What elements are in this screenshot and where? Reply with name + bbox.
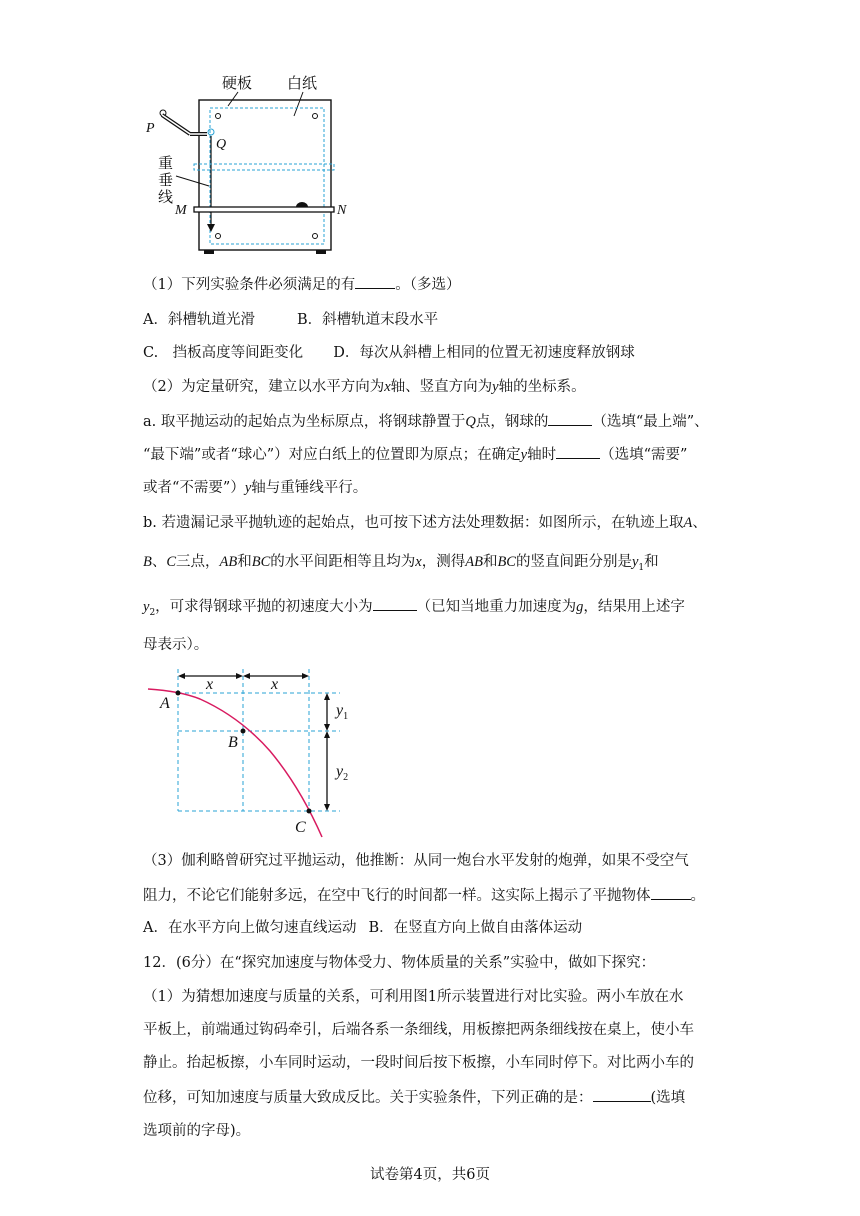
white-paper — [210, 108, 324, 244]
q12-line1 — [143, 987, 683, 1007]
q2a-line1 — [143, 411, 709, 432]
q2b-line1 — [143, 513, 707, 533]
label-Q: Q — [216, 137, 227, 152]
trajectory-curve — [148, 689, 322, 837]
q1-option-d: D．每次从斜槽上相同的位置无初速度释放钢球 — [333, 345, 635, 361]
q3-line1 — [143, 851, 689, 871]
trajectory-figure — [140, 665, 370, 845]
x-arrow-left-head-r — [236, 673, 243, 679]
q2b-and-2: 和 — [482, 554, 498, 570]
q2a-text-4: “最下端”或者“球心”）对应白纸上的位置即为原点；在确定 — [143, 447, 521, 463]
q12-text-2: 平板上，前端通过钩码牵引，后端各系一条细线，用板擦把两条细线按在桌上，使小车 — [143, 1022, 694, 1038]
q12-text-6: 选项前的字母)。 — [143, 1123, 251, 1139]
q2b-text-3: 的水平间距相等且均为 — [270, 554, 416, 570]
x-arrow-right-head-r — [302, 673, 309, 679]
label-y2 — [334, 763, 348, 783]
ball-at-q — [208, 129, 214, 135]
q2b-text-7: （已知当地重力加速度为 — [416, 599, 577, 615]
q12-head — [143, 953, 655, 973]
label-A: A — [160, 695, 170, 712]
q2b-text-8: ，结果用上述字 — [583, 599, 685, 615]
label-y2-main: y — [336, 763, 344, 780]
q2a-y-2: y — [244, 480, 252, 496]
q12-answer-blank[interactable] — [593, 1087, 651, 1102]
baffle-MN — [194, 207, 334, 212]
q2b-g: g — [576, 599, 584, 615]
label-plumb-3: 线 — [158, 190, 174, 206]
q2-y: y — [492, 379, 499, 395]
x-arrow-right-head-l — [243, 673, 250, 679]
q2b-BC: BC — [251, 554, 271, 570]
q3-answer-blank[interactable] — [651, 885, 691, 900]
q2b-y2-sub: 2 — [149, 607, 156, 618]
q2a-Q: Q — [465, 414, 476, 430]
q2a-text-1: a. 取平抛运动的起始点为坐标原点，将钢球静置于 — [143, 414, 466, 430]
q3-option-b: B．在竖直方向上做自由落体运动 — [368, 920, 583, 936]
q2b-y1-sub: 1 — [638, 562, 645, 573]
label-plumb-1: 重 — [158, 156, 174, 172]
pin-bottom-right — [313, 234, 318, 239]
q2a-line3 — [143, 478, 367, 498]
q1-stem-tail: 。（多选） — [395, 277, 461, 293]
q2b-x: x — [415, 554, 422, 570]
plumb-bob — [207, 224, 215, 232]
apparatus-figure — [140, 68, 350, 258]
q12-head-text: 12．(6分）在“探究加速度与物体受力、物体质量的关系”实验中，做如下探究： — [143, 955, 656, 971]
y2-arrow-head-b — [324, 804, 330, 811]
point-A — [176, 691, 181, 696]
q2b-sep-1: 、 — [692, 515, 707, 531]
q2-x: x — [384, 379, 391, 395]
q1-option-c: C. 挡板高度等间距变化 — [143, 345, 304, 361]
label-C: C — [295, 819, 306, 836]
q3-text-2: 阻力，不论它们能射多远，在空中飞行的时间都一样。这实际上揭示了平抛物体 — [143, 888, 651, 904]
q3-text-1: （3）伽利略曾研究过平抛运动，他推断：从同一炮台水平发射的炮弹，如果不受空气 — [143, 853, 689, 869]
plumb-leader — [176, 176, 209, 186]
label-M: M — [175, 203, 187, 218]
foot-right — [316, 250, 326, 254]
q2-stem-tail: 轴的坐标系。 — [498, 379, 586, 395]
q2b-line4 — [143, 635, 208, 655]
y1-arrow-head-b — [324, 724, 330, 731]
q2a-line2 — [143, 444, 687, 465]
label-y2-sub: 2 — [343, 772, 349, 783]
paper-leader — [294, 92, 303, 116]
q1-option-b: B．斜槽轨道末段水平 — [296, 312, 439, 328]
q3-text-3: 。 — [690, 888, 705, 904]
q2b-text-9: 母表示）。 — [143, 637, 209, 653]
q2b-AB-2: AB — [465, 554, 483, 570]
q2b-sep-2: 、 — [151, 554, 167, 570]
label-P: P — [146, 121, 155, 136]
q2b-answer-blank[interactable] — [373, 596, 417, 611]
q2b-text-5: 的竖直间距分别是 — [515, 554, 632, 570]
q3-option-a: A．在水平方向上做匀速直线运动 — [143, 920, 357, 936]
pin-top-left — [216, 114, 221, 119]
foot-left — [204, 250, 214, 254]
q2b-B: B — [143, 554, 152, 570]
q1-answer-blank[interactable] — [355, 274, 395, 289]
ball-on-baffle — [296, 202, 308, 207]
q1-options-cd — [143, 343, 635, 363]
label-x-left: x — [206, 676, 214, 693]
q2b-line3 — [143, 596, 685, 623]
q2a-text-5: 轴时 — [527, 447, 557, 463]
q2b-and-1: 和 — [237, 554, 252, 570]
hard-board — [199, 100, 331, 250]
q2a-text-2: 点，钢球的 — [475, 414, 549, 430]
q12-text-5: (选填 — [650, 1090, 686, 1106]
q2a-text-8: 轴与重锤线平行。 — [251, 480, 368, 496]
label-y1-main: y — [336, 702, 344, 719]
q12-line4 — [143, 1087, 685, 1108]
q2b-y2: y — [143, 599, 150, 615]
q1-stem — [143, 274, 460, 295]
y2-arrow-head-t — [324, 731, 330, 738]
point-B — [241, 729, 246, 734]
q3-line2 — [143, 885, 705, 906]
pin-bottom-left — [216, 234, 221, 239]
q2b-AB: AB — [219, 554, 238, 570]
q2b-line2 — [143, 552, 659, 578]
q1-stem-text: （1）下列实验条件必须满足的有 — [143, 277, 356, 293]
q2b-BC-2: BC — [497, 554, 516, 570]
q12-text-4: 位移，可知加速度与质量大致成反比。关于实验条件，下列正确的是： — [143, 1090, 593, 1106]
point-C — [307, 809, 312, 814]
q12-text-1: （1）为猜想加速度与质量的关系，可利用图1所示装置进行对比实验。两小车放在水 — [143, 989, 684, 1005]
q12-line3 — [143, 1053, 694, 1073]
q12-line2 — [143, 1020, 694, 1040]
q1-option-a: A．斜槽轨道光滑 — [143, 312, 255, 328]
q2-stem — [143, 377, 586, 397]
label-y1 — [334, 702, 348, 722]
q1-options-ab — [143, 310, 438, 330]
q2a-text-6: （选填“需要” — [600, 447, 688, 463]
q2b-text-2: 三点， — [176, 554, 220, 570]
label-board: 硬板 — [222, 76, 253, 92]
q12-text-3: 静止。抬起板擦，小车同时运动，一段时间后按下板擦，小车同时停下。对比两小车的 — [143, 1055, 694, 1071]
label-paper: 白纸 — [287, 76, 318, 92]
q2b-and-3: 和 — [644, 554, 659, 570]
q2a-blank-1[interactable] — [548, 411, 592, 426]
label-B: B — [228, 734, 238, 751]
chute-inner — [162, 115, 190, 134]
q2a-y: y — [520, 447, 528, 463]
label-y1-sub: 1 — [343, 711, 349, 722]
label-N: N — [337, 203, 347, 218]
q2-stem-text: （2）为定量研究，建立以水平方向为 — [143, 379, 385, 395]
q2b-C: C — [166, 554, 177, 570]
q12-line5 — [143, 1121, 250, 1141]
q2b-text-6: ，可求得钢球平抛的初速度大小为 — [155, 599, 373, 615]
q2a-text-3: （选填“最上端”、 — [592, 414, 709, 430]
dashed-board — [194, 164, 334, 170]
q3-options — [143, 918, 582, 938]
q2b-A: A — [683, 515, 693, 531]
x-arrow-left-head-l — [178, 673, 185, 679]
q2b-text-1: b. 若遗漏记录平抛轨迹的起始点，也可按下述方法处理数据：如图所示，在轨迹上取 — [143, 515, 684, 531]
q2a-blank-2[interactable] — [556, 444, 600, 459]
q2b-y1: y — [631, 554, 639, 570]
label-x-right: x — [271, 676, 279, 693]
q2a-text-7: 或者“不需要”） — [143, 480, 245, 496]
page-footer: 试卷第4页，共6页 — [370, 1167, 490, 1183]
q2-stem-mid: 轴、竖直方向为 — [390, 379, 493, 395]
board-leader — [228, 92, 238, 106]
q2b-text-4: ，测得 — [421, 554, 466, 570]
y1-arrow-head-t — [324, 693, 330, 700]
label-plumb-2: 垂 — [158, 173, 174, 189]
pin-top-right — [313, 114, 318, 119]
